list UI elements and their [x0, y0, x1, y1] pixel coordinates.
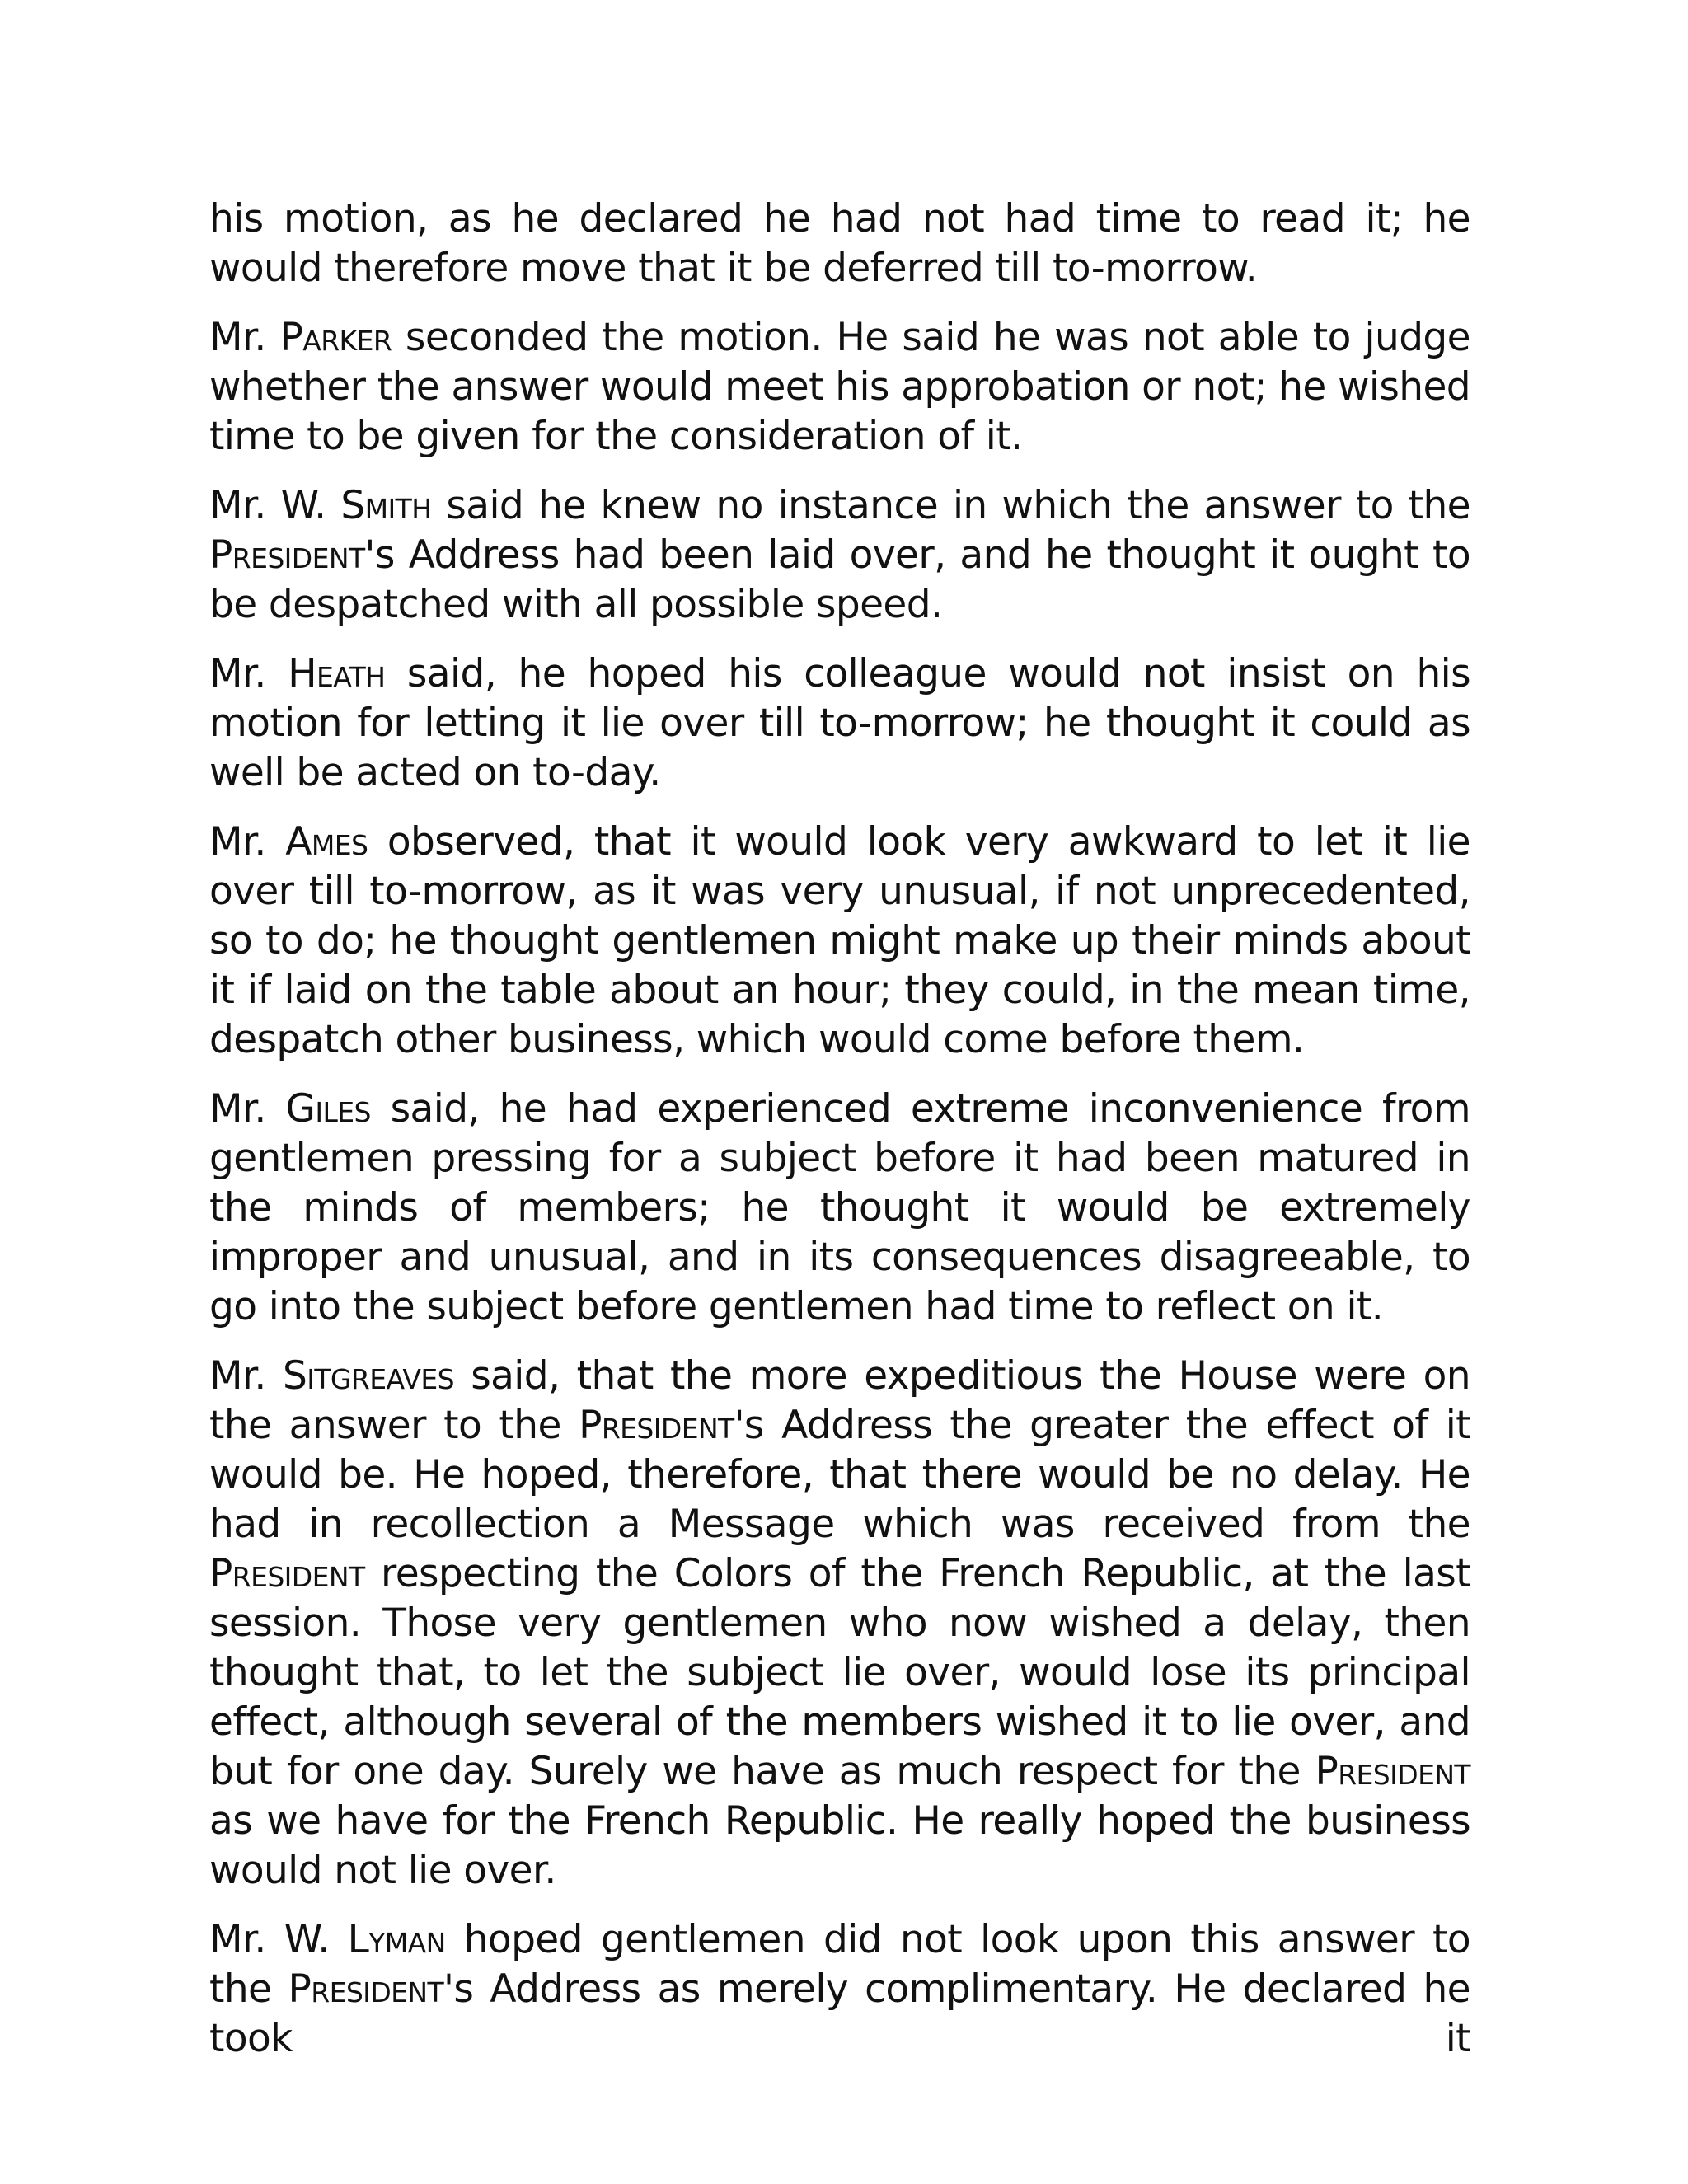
speaker-name: President: [288, 1966, 444, 2012]
paragraph-5: [209, 818, 1470, 1065]
text-run: Mr.: [209, 651, 288, 696]
text-run: Mr.: [209, 1353, 283, 1399]
text-run: 's Address the greater the effect of it would be. He hoped, therefore, that there would be no delay. He had in recollection a Message which was received from the: [209, 1403, 1470, 1547]
text-run: his motion, as he declared he had not had time to read it; he would therefore move that it be deferred till to-morrow.: [209, 196, 1470, 291]
text-run: said, that the more expeditious the House were on the answer to the: [209, 1353, 1470, 1448]
speaker-name: Smith: [340, 483, 432, 528]
speaker-name: President: [579, 1403, 734, 1448]
document-page: [209, 194, 1470, 2083]
paragraph-1: [209, 194, 1470, 293]
text-run: as we have for the French Republic. He really hoped the business would not lie over.: [209, 1798, 1470, 1893]
speaker-name: Ames: [285, 819, 368, 865]
speaker-name: Heath: [288, 651, 386, 696]
speaker-name: Sitgreaves: [283, 1353, 454, 1399]
text-run: Mr. W.: [209, 483, 341, 528]
paragraph-2: [209, 313, 1470, 462]
text-run: respecting the Colors of the French Republic, at the last session. Those very gentlemen who now wished a delay, then thought that, to let the subject lie over, would lose its principal effect, although several of the members wished it to lie over, and but for one day. Surely we have as much respect for the: [209, 1551, 1470, 1794]
text-run: said he knew no instance in which the answer to the: [431, 483, 1470, 528]
text-run: observed, that it would look very awkward to let it lie over till to-morrow, as it was very unusual, if not unprecedented, so to do; he thought gentlemen might make up their minds about it if laid on the table about an hour; they could, in the mean time, despatch other business, which would come before them.: [209, 819, 1470, 1062]
paragraph-7: [209, 1352, 1470, 1896]
paragraph-3: [209, 481, 1470, 630]
text-run: said, he had experienced extreme inconvenience from gentlemen pressing for a subject before it had been matured in the minds of members; he thought it would be extremely improper and unusual, and in its consequences disagreeable, to go into the subject before gentlemen had time to reflect on it.: [209, 1086, 1470, 1329]
text-run: 's Address had been laid over, and he thought it ought to be despatched with all possible speed.: [209, 532, 1470, 627]
text-run: 's Address as merely complimentary. He declared he took it: [209, 1966, 1470, 2061]
text-run: said, he hoped his colleague would not insist on his motion for letting it lie over till to-morrow; he thought it could as well be acted on to-day.: [209, 651, 1470, 795]
text-run: hoped gentlemen did not look upon this answer to the: [209, 1917, 1470, 2012]
speaker-name: Parker: [279, 315, 392, 360]
text-run: Mr. W.: [209, 1917, 348, 1962]
paragraph-8-last-line-justified: [209, 1915, 1470, 2064]
text-run: Mr.: [209, 819, 286, 865]
paragraph-4: [209, 649, 1470, 798]
paragraph-6: [209, 1085, 1470, 1332]
text-run: Mr.: [209, 1086, 286, 1132]
text-run: seconded the motion. He said he was not able to judge whether the answer would meet his approbation or not; he wished time to be given for the consideration of it.: [209, 315, 1470, 459]
speaker-name: President: [1315, 1749, 1470, 1794]
speaker-name: President: [209, 1551, 365, 1596]
speaker-name: Lyman: [347, 1917, 446, 1962]
text-run: Mr.: [209, 315, 280, 360]
speaker-name: President: [209, 532, 365, 578]
speaker-name: Giles: [285, 1086, 371, 1132]
